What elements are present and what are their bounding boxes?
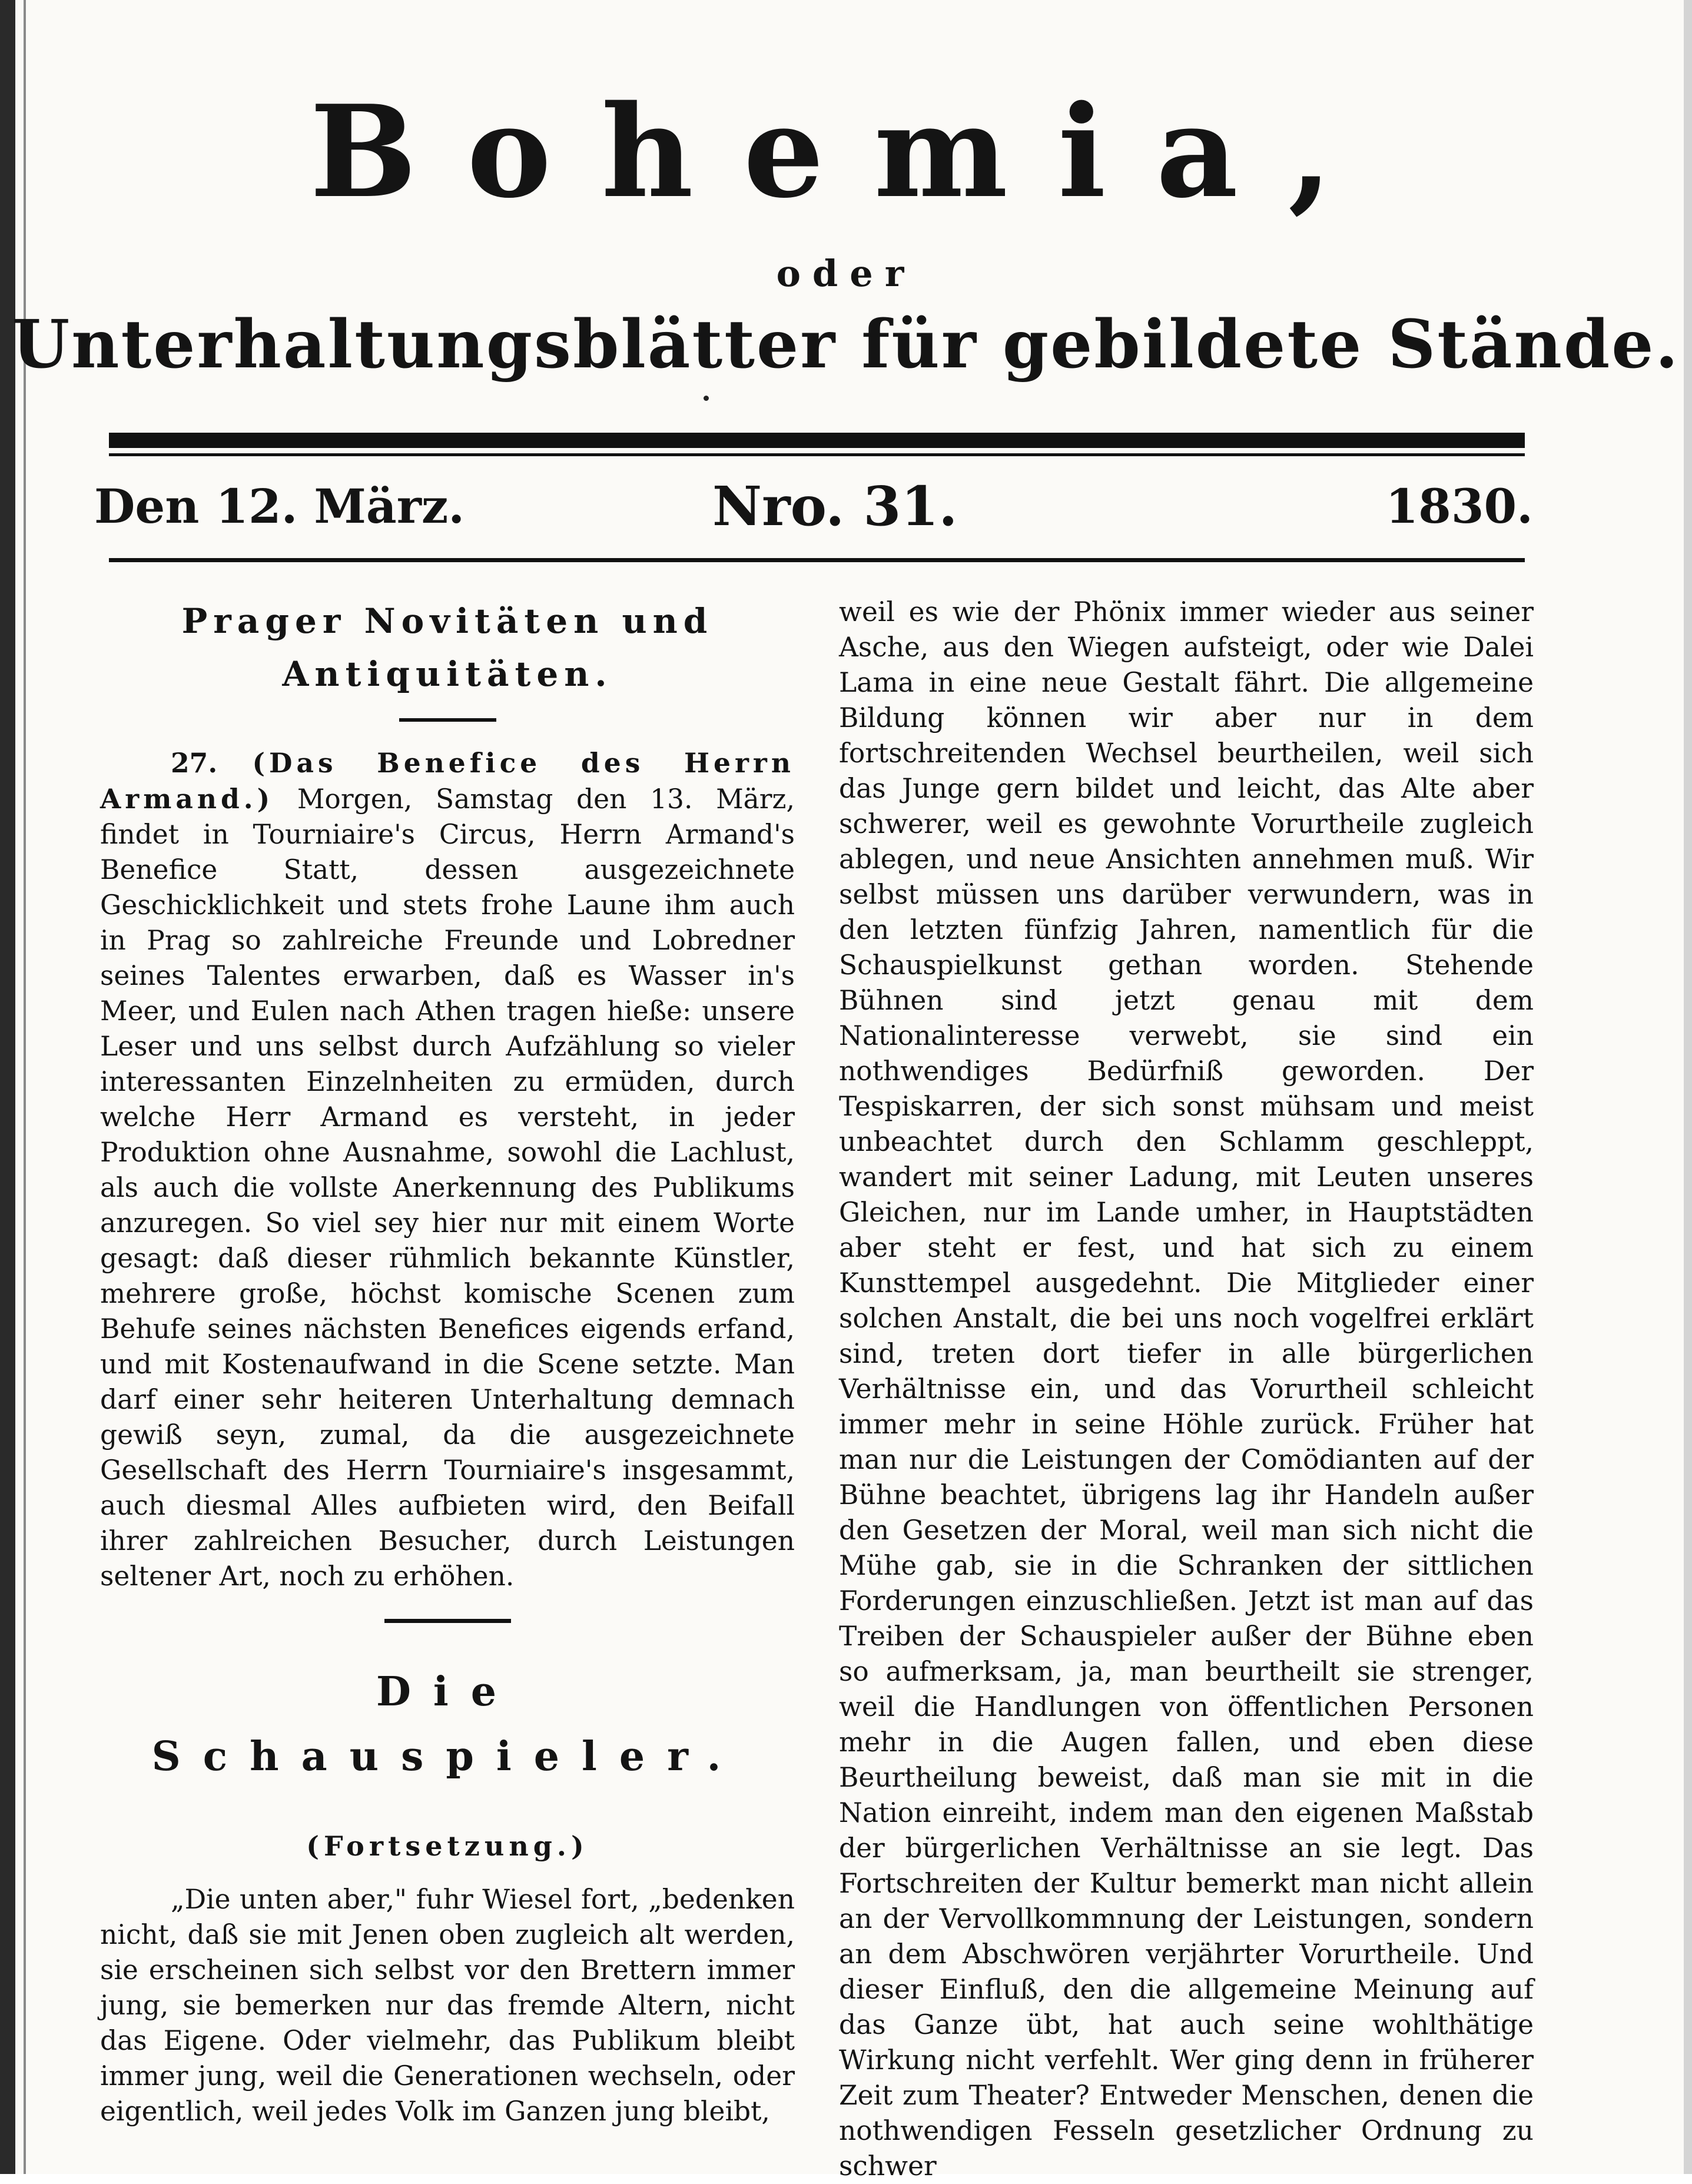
item-text: Morgen, Samstag den 13. März, findet in Tourniaire's Circus, Herrn Armand's Benefice Statt, dessen ausgezeichnete Geschicklichkeit und stets frohe Laune ihm auch in Prag so zahlreiche Freunde und Lobredner seines Talentes erwarben, daß es Wasser in's Meer, und Eulen nach Athen tragen hieße: unsere Leser und uns selbst durch Aufzählung so vieler interessanten Einzelnheiten zu ermüden, durch welche Herr Armand es versteht, in jeder Produktion ohne Ausnahme, sowohl die Lachlust, als auch die vollste Anerkennung des Publikums anzuregen. So viel sey hier nur mit einem Worte gesagt: daß dieser rühmlich bekannte Künstler, mehrere große, höchst komische Scenen zum Behufe seines nächsten Benefices eigends erfand, und mit Kostenaufwand in die Scene setzte. Man darf einer sehr heiteren Unterhaltung demnach gewiß seyn, zumal, da die ausgezeichnete Gesellschaft des Herrn Tourniaire's insgesammt, auch diesmal Alles aufbieten wird, den Beifall ihrer zahlreichen Besucher, durch Leistungen seltener Art, noch zu erhöhen.	[100, 784, 795, 1592]
masthead-title: Bohemia,	[310, 77, 1382, 226]
section-heading-novitaeten: Prager Novitäten und Antiquitäten.	[181, 601, 714, 694]
section-subheading: (Fortsetzung.)	[306, 1830, 589, 1862]
masthead-thin-rule	[109, 453, 1525, 456]
issue-number: Nro. 31.	[712, 474, 958, 538]
section-heading-schauspieler: Die Schauspieler.	[151, 1668, 744, 1780]
issue-year: 1830.	[1385, 479, 1533, 534]
news-item	[100, 745, 795, 1594]
masthead-thick-rule	[109, 433, 1525, 448]
item-number: 27.	[171, 747, 218, 779]
article-text-right: weil es wie der Phönix immer wieder aus seiner Asche, aus den Wiegen aufsteigt, oder wie Dalei Lama in eine neue Gestalt fährt. Die allgemeine Bildung können wir aber nur in dem fortschreitenden Wechsel beurtheilen, weil sich das Junge gern bildet und leicht, das Alte aber schwerer, weil es gewohnte Vorurtheile zugleich ablegen, und neue Ansichten annehmen muß. Wir selbst müssen uns darüber verwundern, was in den letzten fünfzig Jahren, namentlich für die Schauspielkunst gethan worden. Stehende Bühnen sind jetzt genau mit dem Nationalinteresse verwebt, sie sind ein nothwendiges Bedürfniß geworden. Der Tespiskarren, der sich sonst mühsam und meist unbeachtet durch den Schlamm geschleppt, wandert mit seiner Ladung, mit Leuten unseres Gleichen, nur im Lande umher, in Hauptstädten aber steht er fest, und hat sich zu einem Kunsttempel ausgedehnt. Die Mitglieder einer solchen Anstalt, die bei uns noch vogelfrei erklärt sind, treten dort tiefer in alle bürgerlichen Verhältnisse ein, und das Vorurtheil schleicht immer mehr in seine Höhle zurück. Früher hat man nur die Leistungen der Comödianten auf der Bühne beachtet, übrigens lag ihr Handeln außer den Gesetzen der Moral, weil man sich nicht die Mühe gab, sie in die Schranken der sittlichen Forderungen einzuschließen. Jetzt ist man auf das Treiben der Schauspieler außer der Bühne eben so aufmerksam, ja, man beurtheilt sie strenger, weil die Handlungen von öffentlichen Personen mehr in die Augen fallen, und eben diese Beurtheilung beweist, daß man sie mit in die Nation einreiht, indem man den eigenen Maßstab der bürgerlichen Verhältnisse an sie legt. Das Fortschreiten der Kultur bemerkt man nicht allein an der Vervollkommnung der Leistungen, sondern an dem Abschwören verjährter Vorurtheile. Und dieser Einfluß, den die allgemeine Meinung auf das Ganze übt, hat auch seine wohlthätige Wirkung nicht verfehlt. Wer ging denn in früherer Zeit zum Theater? Entweder Menschen, denen die nothwendigen Fesseln gesetzlicher Ordnung zu schwer	[839, 596, 1534, 2182]
article-text-left: „Die unten aber," fuhr Wiesel fort, „bedenken nicht, daß sie mit Jenen oben zugleich alt werden, sie erscheinen sich selbst vor den Brettern immer jung, sie bemerken nur das fremde Altern, nicht das Eigene. Oder vielmehr, das Publikum bleibt immer jung, weil die Generationen wechseln, oder eigentlich, weil jedes Volk im Ganzen jung bleibt,	[100, 1884, 795, 2127]
issue-date: Den 12. März.	[94, 479, 465, 534]
right-column	[839, 595, 1534, 2184]
item-title: (Das Benefice des Herrn Armand.)	[100, 747, 795, 815]
dateline-rule	[109, 558, 1525, 562]
left-column	[100, 595, 795, 2129]
section-divider-long	[384, 1619, 511, 1623]
masthead-subtitle: Unterhaltungsblätter für gebildete Stände.	[12, 306, 1680, 383]
ornament-dot	[704, 396, 709, 401]
section-divider	[399, 718, 496, 722]
masthead-connector: oder	[776, 252, 916, 295]
